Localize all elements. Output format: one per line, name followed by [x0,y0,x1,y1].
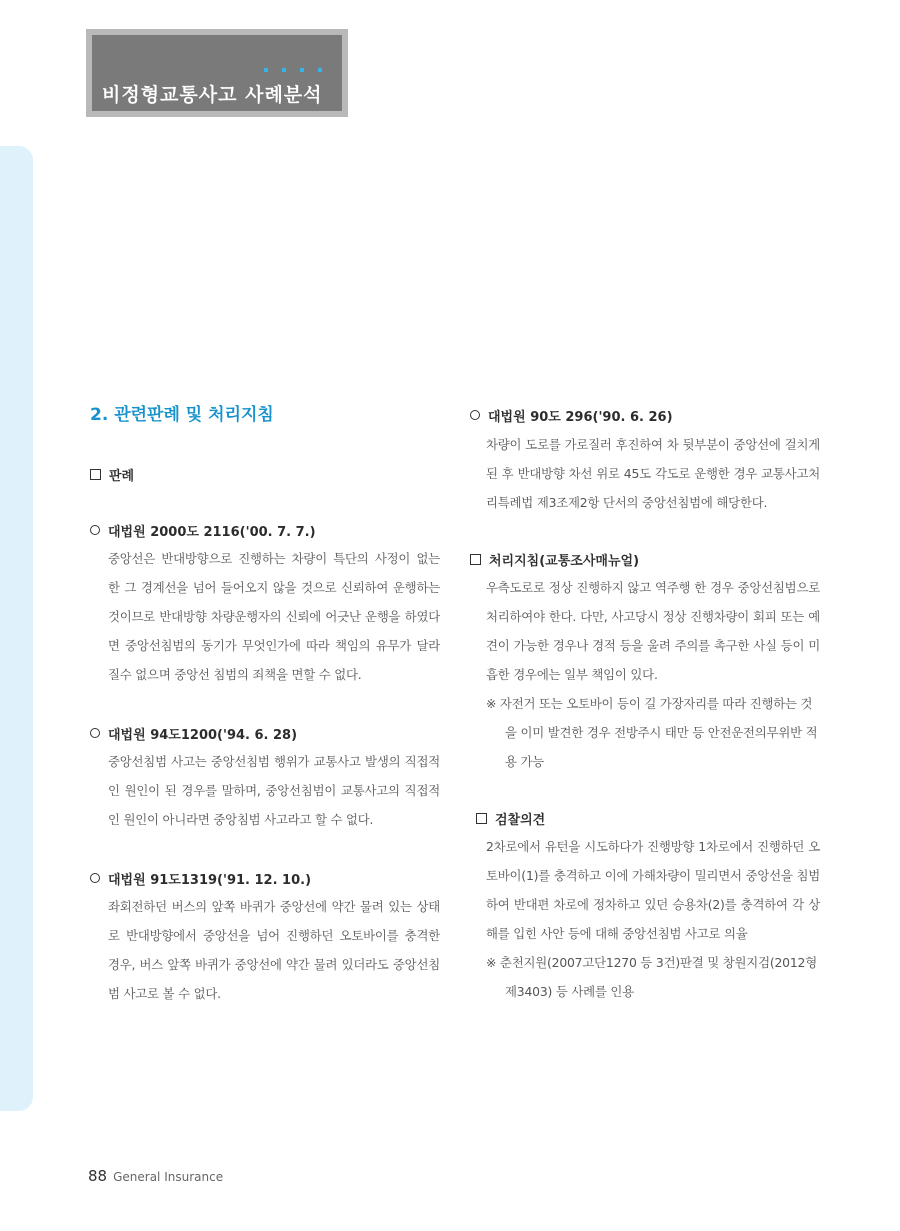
precedent-heading [90,460,440,488]
circle-bullet-icon [90,873,100,883]
dot-icon [282,68,286,72]
circle-bullet-icon [90,525,100,535]
dot-icon [264,68,268,72]
precedent-label: 판례 [109,468,135,484]
case-title: 대법원 90도 296('90. 6. 26) [488,409,673,425]
circle-bullet-icon [470,410,480,420]
guideline-label: 처리지침(교통조사매뉴얼) [489,553,640,569]
right-column [470,400,820,1018]
chapter-header-inner [92,35,342,111]
circle-bullet-icon [90,728,100,738]
case-text: 차량이 도로를 가로질러 후진하여 차 뒷부분이 중앙선에 걸치게 된 후 반대방향 차선 위로 45도 각도로 운행한 경우 교통사고처리특례법 제3조제2항 단서의 중앙선침범에 해당한다. [486,437,820,510]
guideline-text: 우측도로로 정상 진행하지 않고 역주행 한 경우 중앙선침범으로 처리하여야 한다. 다만, 사고당시 정상 진행차량이 회피 또는 예견이 가능한 경우나 경적 등을 울려 주의를 촉구한 사실 등이 미흡한 경우에는 일부 책임이 있다. [486,580,820,682]
prosecution-text: 2차로에서 유턴을 시도하다가 진행방향 1차로에서 진행하던 오토바이(1)를 충격하고 이에 가해차량이 밀리면서 중앙선을 침범하여 반대편 차로에 정차하고 있던 승용차(2)를 충격하여 각 상해를 입힌 사안 등에 대해 중앙선침범 사고로 의율 [486,839,820,941]
chapter-header [86,29,348,117]
case-title: 대법원 91도1319('91. 12. 10.) [108,872,312,888]
prosecution-note: ※ 춘천지원(2007고단1270 등 3건)판결 및 창원지검(2012형제3403) 등 사례를 인용 [486,955,817,999]
square-bullet-icon [90,469,101,480]
header-dots-decoration [264,68,322,72]
dot-icon [318,68,322,72]
footer-text: General Insurance [113,1170,224,1184]
prosecution-heading [476,804,820,832]
left-column [90,400,440,1008]
side-color-band [0,146,33,1111]
dot-icon [300,68,304,72]
case-title: 대법원 94도1200('94. 6. 28) [108,727,298,743]
case-heading [90,516,440,544]
case-heading [470,400,820,430]
guideline-heading [470,545,820,573]
case-title: 대법원 2000도 2116('00. 7. 7.) [108,524,316,540]
case-text: 중앙선침범 사고는 중앙선침범 행위가 교통사고 발생의 직접적인 원인이 된 경우를 말하며, 중앙선침범이 교통사고의 직접적인 원인이 아니라면 중앙침범 사고라고 할 수 없다. [108,754,440,827]
square-bullet-icon [470,554,481,565]
square-bullet-icon [476,813,487,824]
case-heading [90,864,440,892]
prosecution-label: 검찰의견 [495,812,546,828]
case-text: 좌회전하던 버스의 앞쪽 바퀴가 중앙선에 약간 물려 있는 상태로 반대방향에서 중앙선을 넘어 진행하던 오토바이를 충격한 경우, 버스 앞쪽 바퀴가 중앙선에 약간 물려 있더라도 중앙선침범 사고로 볼 수 없다. [108,899,440,1001]
chapter-title: 비정형교통사고 사례분석 [102,84,323,106]
section-title: 2. 관련판례 및 처리지침 [90,405,274,425]
page-number: 88 [88,1167,108,1185]
case-heading [90,719,440,747]
page-footer [88,1167,223,1185]
case-text: 중앙선은 반대방향으로 진행하는 차량이 특단의 사정이 없는 한 그 경계선을 넘어 들어오지 않을 것으로 신뢰하여 운행하는 것이므로 반대방향 차량운행자의 신뢰에 어긋난 운행을 하였다면 중앙선침범의 동기가 무엇인가에 따라 책임의 유무가 달라 질수 없으며 중앙선 침범의 죄책을 면할 수 없다. [108,551,440,682]
guideline-note: ※ 자전거 또는 오토바이 등이 길 가장자리를 따라 진행하는 것을 이미 발견한 경우 전방주시 태만 등 안전운전의무위반 적용 가능 [486,696,818,769]
